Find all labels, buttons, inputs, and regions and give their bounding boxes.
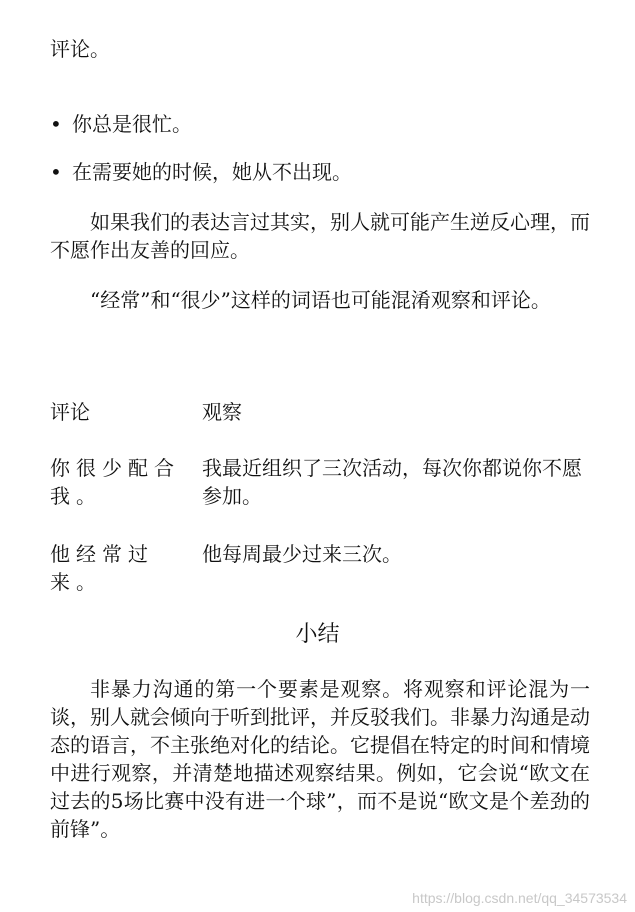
bullet-dot-icon: • — [50, 112, 62, 136]
table-header-evaluation: 评论 — [50, 400, 90, 424]
table-header-observation: 观察 — [202, 400, 242, 424]
intro-tail-text: 评论。 — [50, 37, 110, 61]
bullet-item — [50, 110, 192, 138]
table-cell-observation: 他每周最少过来三次。 — [202, 542, 402, 566]
summary-title: 小结 — [295, 622, 340, 647]
bullet-dot-icon: • — [50, 160, 62, 184]
paragraph-frequency-words: “经常”和“很少”这样的词语也可能混淆观察和评论。 — [90, 288, 551, 312]
watermark-text: https://blog.csdn.net/qq_34573534 — [412, 890, 627, 906]
bullet-item — [50, 158, 352, 186]
table-cell-evaluation: 他经常过来。 — [50, 542, 154, 594]
table-cell-evaluation: 你很少配合我。 — [50, 456, 180, 508]
paragraph-exaggeration: 如果我们的表达言过其实，别人就可能产生逆反心理，而不愿作出友善的回应。 — [50, 210, 590, 262]
table-cell-observation: 我最近组织了三次活动，每次你都说你不愿参加。 — [202, 456, 582, 508]
summary-paragraph: 非暴力沟通的第一个要素是观察。将观察和评论混为一谈，别人就会倾向于听到批评，并反驳我们。非暴力沟通是动态的语言，不主张绝对化的结论。它提倡在特定的时间和情境中进行观察，并清楚地描述观察结果。例如，它会说“欧文在过去的5场比赛中没有进一个球”，而不是说“欧文是个差劲的前锋”。 — [50, 677, 590, 841]
bullet-text: 在需要她的时候，她从不出现。 — [72, 160, 352, 184]
bullet-text: 你总是很忙。 — [72, 112, 192, 136]
